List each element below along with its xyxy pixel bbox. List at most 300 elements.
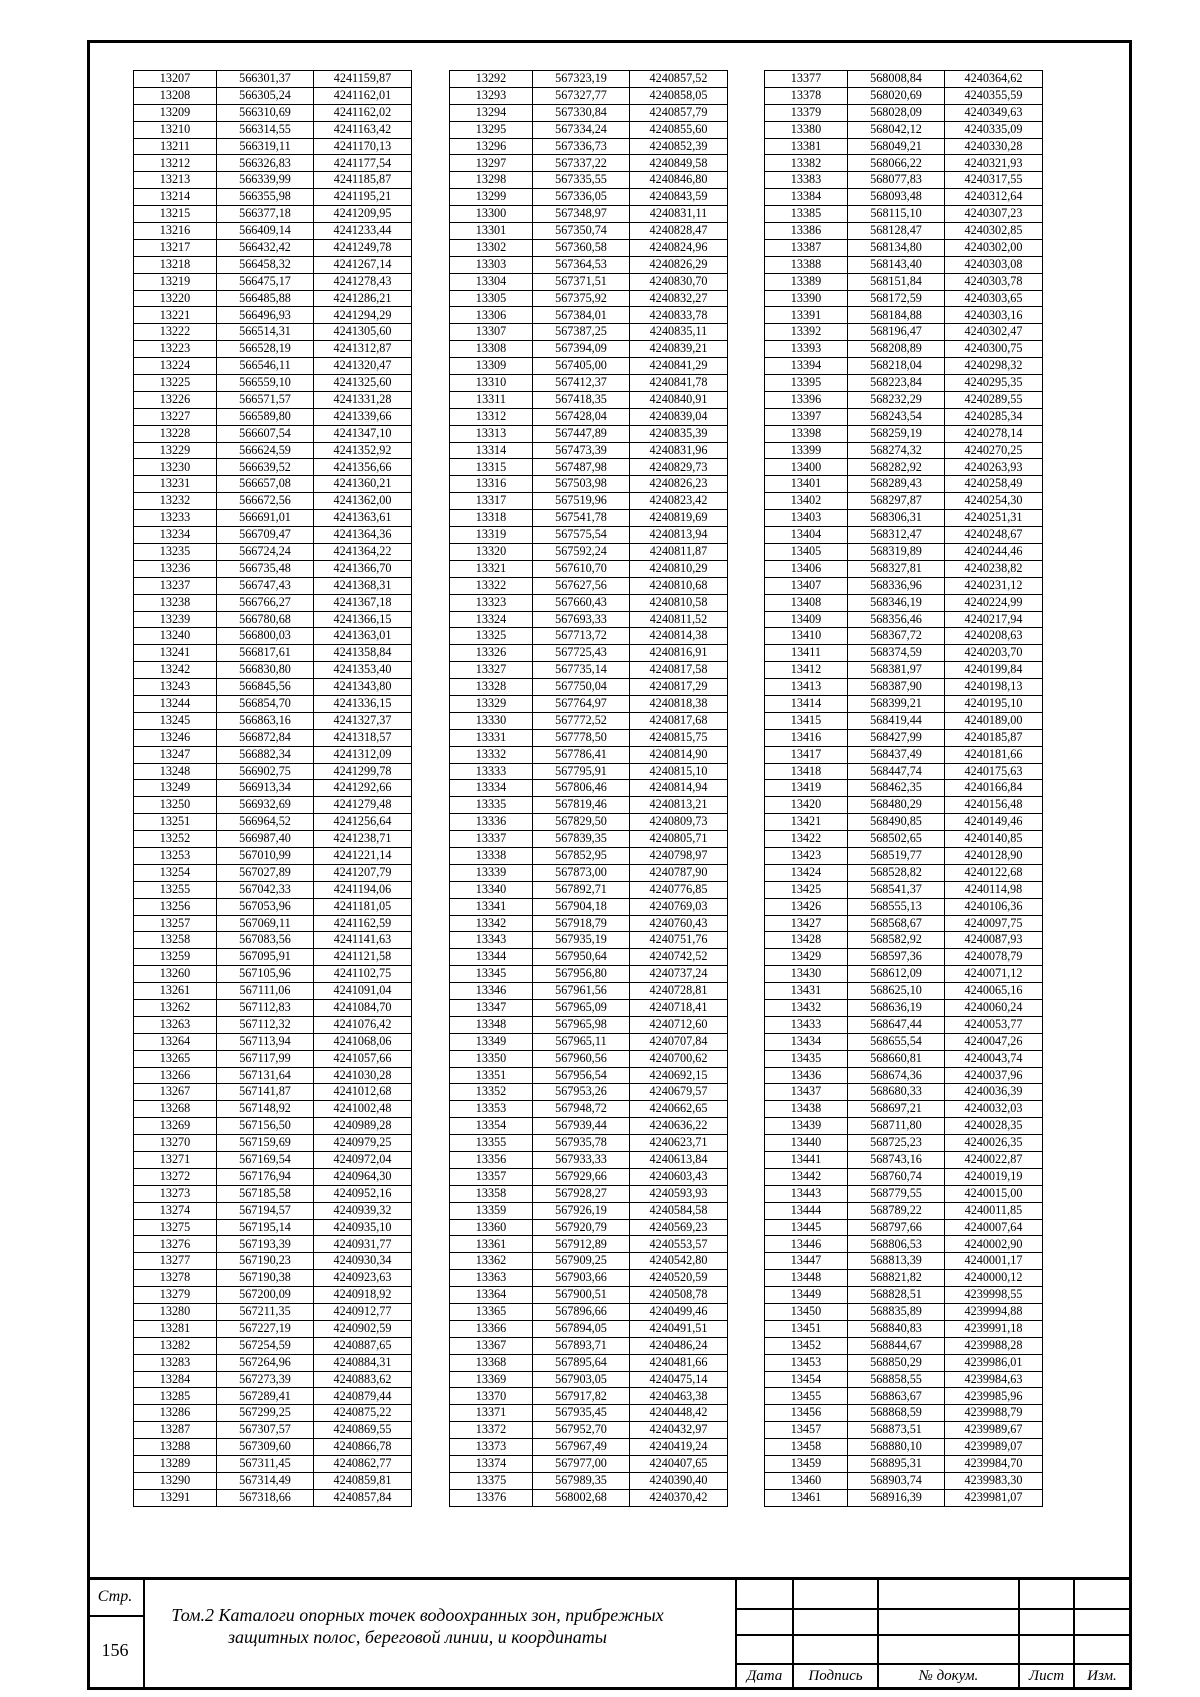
x-coordinate-cell: 567920,79 — [533, 1219, 630, 1236]
point-number-cell: 13390 — [765, 290, 848, 307]
point-number-cell: 13227 — [134, 408, 217, 425]
y-coordinate-cell: 4241030,28 — [314, 1067, 412, 1084]
table-row — [765, 594, 1043, 611]
point-number-cell: 13340 — [450, 881, 533, 898]
x-coordinate-cell: 567900,51 — [533, 1287, 630, 1304]
y-coordinate-cell: 4241181,05 — [314, 898, 412, 915]
table-row — [134, 527, 412, 544]
table-row — [765, 375, 1043, 392]
x-coordinate-cell: 566845,56 — [217, 679, 314, 696]
table-row — [134, 1253, 412, 1270]
y-coordinate-cell: 4239991,18 — [945, 1320, 1043, 1337]
table-row — [134, 358, 412, 375]
y-coordinate-cell: 4240053,77 — [945, 1016, 1043, 1033]
x-coordinate-cell: 567935,19 — [533, 932, 630, 949]
x-coordinate-cell: 567111,06 — [217, 983, 314, 1000]
point-number-cell: 13430 — [765, 966, 848, 983]
point-number-cell: 13320 — [450, 543, 533, 560]
y-coordinate-cell: 4240302,00 — [945, 239, 1043, 256]
point-number-cell: 13436 — [765, 1067, 848, 1084]
table-row — [134, 1050, 412, 1067]
table-row — [450, 1219, 728, 1236]
y-coordinate-cell: 4240028,35 — [945, 1118, 1043, 1135]
x-coordinate-cell: 568437,49 — [848, 746, 945, 763]
y-coordinate-cell: 4240787,90 — [630, 864, 728, 881]
y-coordinate-cell: 4240122,68 — [945, 864, 1043, 881]
x-coordinate-cell: 567829,50 — [533, 814, 630, 831]
x-coordinate-cell: 568399,21 — [848, 695, 945, 712]
x-coordinate-cell: 567148,92 — [217, 1101, 314, 1118]
point-number-cell: 13337 — [450, 831, 533, 848]
point-number-cell: 13210 — [134, 121, 217, 138]
table-row — [134, 239, 412, 256]
y-coordinate-cell: 4240817,68 — [630, 712, 728, 729]
point-number-cell: 13223 — [134, 341, 217, 358]
table-row — [765, 1337, 1043, 1354]
table-row — [765, 71, 1043, 88]
x-coordinate-cell: 567772,52 — [533, 712, 630, 729]
table-row — [765, 341, 1043, 358]
table-row — [134, 1033, 412, 1050]
table-row — [134, 847, 412, 864]
point-number-cell: 13296 — [450, 138, 533, 155]
table-row — [765, 645, 1043, 662]
table-row — [765, 527, 1043, 544]
point-number-cell: 13377 — [765, 71, 848, 88]
x-coordinate-cell: 568480,29 — [848, 797, 945, 814]
point-number-cell: 13270 — [134, 1135, 217, 1152]
table-row — [765, 442, 1043, 459]
y-coordinate-cell: 4240636,22 — [630, 1118, 728, 1135]
table-row — [450, 1354, 728, 1371]
y-coordinate-cell: 4241267,14 — [314, 256, 412, 273]
y-coordinate-cell: 4240203,70 — [945, 645, 1043, 662]
y-coordinate-cell: 4240843,59 — [630, 189, 728, 206]
table-row — [765, 1270, 1043, 1287]
point-number-cell: 13381 — [765, 138, 848, 155]
x-coordinate-cell: 568367,72 — [848, 628, 945, 645]
x-coordinate-cell: 566319,11 — [217, 138, 314, 155]
x-coordinate-cell: 566780,68 — [217, 611, 314, 628]
point-number-cell: 13233 — [134, 510, 217, 527]
y-coordinate-cell: 4241366,70 — [314, 560, 412, 577]
x-coordinate-cell: 567903,66 — [533, 1270, 630, 1287]
point-number-cell: 13431 — [765, 983, 848, 1000]
y-coordinate-cell: 4240603,43 — [630, 1168, 728, 1185]
y-coordinate-cell: 4241347,10 — [314, 425, 412, 442]
x-coordinate-cell: 567336,73 — [533, 138, 630, 155]
table-row — [450, 459, 728, 476]
y-coordinate-cell: 4240862,77 — [314, 1456, 412, 1473]
y-coordinate-cell: 4240817,29 — [630, 679, 728, 696]
x-coordinate-cell: 567917,82 — [533, 1388, 630, 1405]
point-number-cell: 13215 — [134, 206, 217, 223]
x-coordinate-cell: 566987,40 — [217, 831, 314, 848]
table-row — [765, 1489, 1043, 1506]
y-coordinate-cell: 4240805,71 — [630, 831, 728, 848]
x-coordinate-cell: 568863,67 — [848, 1388, 945, 1405]
point-number-cell: 13231 — [134, 476, 217, 493]
table-row — [134, 1185, 412, 1202]
x-coordinate-cell: 566432,42 — [217, 239, 314, 256]
table-row — [134, 1371, 412, 1388]
table-row — [134, 1168, 412, 1185]
point-number-cell: 13243 — [134, 679, 217, 696]
table-row — [450, 645, 728, 662]
point-number-cell: 13456 — [765, 1405, 848, 1422]
point-number-cell: 13251 — [134, 814, 217, 831]
title-block — [87, 1577, 1132, 1690]
x-coordinate-cell: 566800,03 — [217, 628, 314, 645]
x-coordinate-cell: 567309,60 — [217, 1439, 314, 1456]
x-coordinate-cell: 568172,59 — [848, 290, 945, 307]
table-row — [765, 797, 1043, 814]
y-coordinate-cell: 4241170,13 — [314, 138, 412, 155]
x-coordinate-cell: 567330,84 — [533, 104, 630, 121]
y-coordinate-cell: 4240303,16 — [945, 307, 1043, 324]
y-coordinate-cell: 4240707,84 — [630, 1033, 728, 1050]
point-number-cell: 13404 — [765, 527, 848, 544]
point-number-cell: 13360 — [450, 1219, 533, 1236]
x-coordinate-cell: 566409,14 — [217, 223, 314, 240]
y-coordinate-cell: 4240087,93 — [945, 932, 1043, 949]
y-coordinate-cell: 4240700,62 — [630, 1050, 728, 1067]
x-coordinate-cell: 567965,11 — [533, 1033, 630, 1050]
y-coordinate-cell: 4240185,87 — [945, 729, 1043, 746]
y-coordinate-cell: 4240742,52 — [630, 949, 728, 966]
table-row — [134, 679, 412, 696]
x-coordinate-cell: 567693,33 — [533, 611, 630, 628]
table-row — [765, 712, 1043, 729]
coordinates-table-right — [764, 70, 1043, 1507]
x-coordinate-cell: 566913,34 — [217, 780, 314, 797]
y-coordinate-cell: 4240128,90 — [945, 847, 1043, 864]
x-coordinate-cell: 567375,92 — [533, 290, 630, 307]
x-coordinate-cell: 567487,98 — [533, 459, 630, 476]
point-number-cell: 13295 — [450, 121, 533, 138]
point-number-cell: 13384 — [765, 189, 848, 206]
table-row — [134, 1354, 412, 1371]
point-number-cell: 13369 — [450, 1371, 533, 1388]
y-coordinate-cell: 4240875,22 — [314, 1405, 412, 1422]
y-coordinate-cell: 4241353,40 — [314, 662, 412, 679]
y-coordinate-cell: 4240623,71 — [630, 1135, 728, 1152]
y-coordinate-cell: 4240149,46 — [945, 814, 1043, 831]
point-number-cell: 13303 — [450, 256, 533, 273]
point-number-cell: 13264 — [134, 1033, 217, 1050]
y-coordinate-cell: 4240815,75 — [630, 729, 728, 746]
table-row — [765, 273, 1043, 290]
table-row — [765, 1371, 1043, 1388]
y-coordinate-cell: 4240140,85 — [945, 831, 1043, 848]
y-coordinate-cell: 4240248,67 — [945, 527, 1043, 544]
point-number-cell: 13362 — [450, 1253, 533, 1270]
table-row — [134, 121, 412, 138]
table-row — [134, 104, 412, 121]
table-row — [765, 1168, 1043, 1185]
y-coordinate-cell: 4240486,24 — [630, 1337, 728, 1354]
point-number-cell: 13331 — [450, 729, 533, 746]
x-coordinate-cell: 567211,35 — [217, 1304, 314, 1321]
y-coordinate-cell: 4240857,79 — [630, 104, 728, 121]
x-coordinate-cell: 567894,05 — [533, 1320, 630, 1337]
point-number-cell: 13273 — [134, 1185, 217, 1202]
table-row — [134, 999, 412, 1016]
table-row — [134, 324, 412, 341]
point-number-cell: 13238 — [134, 594, 217, 611]
y-coordinate-cell: 4241363,01 — [314, 628, 412, 645]
table-row — [134, 1304, 412, 1321]
x-coordinate-cell: 567893,71 — [533, 1337, 630, 1354]
y-coordinate-cell: 4239989,67 — [945, 1422, 1043, 1439]
y-coordinate-cell: 4239998,55 — [945, 1287, 1043, 1304]
table-row — [134, 662, 412, 679]
y-coordinate-cell: 4240302,85 — [945, 223, 1043, 240]
point-number-cell: 13309 — [450, 358, 533, 375]
x-coordinate-cell: 568218,04 — [848, 358, 945, 375]
y-coordinate-cell: 4240829,73 — [630, 459, 728, 476]
table-row — [450, 1253, 728, 1270]
y-coordinate-cell: 4240712,60 — [630, 1016, 728, 1033]
point-number-cell: 13268 — [134, 1101, 217, 1118]
table-row — [765, 577, 1043, 594]
y-coordinate-cell: 4241091,04 — [314, 983, 412, 1000]
y-coordinate-cell: 4241163,42 — [314, 121, 412, 138]
x-coordinate-cell: 567159,69 — [217, 1135, 314, 1152]
x-coordinate-cell: 566496,93 — [217, 307, 314, 324]
point-number-cell: 13319 — [450, 527, 533, 544]
point-number-cell: 13249 — [134, 780, 217, 797]
y-coordinate-cell: 4240036,39 — [945, 1084, 1043, 1101]
point-number-cell: 13242 — [134, 662, 217, 679]
y-coordinate-cell: 4240238,82 — [945, 560, 1043, 577]
x-coordinate-cell: 568042,12 — [848, 121, 945, 138]
point-number-cell: 13402 — [765, 493, 848, 510]
x-coordinate-cell: 567660,43 — [533, 594, 630, 611]
point-number-cell: 13424 — [765, 864, 848, 881]
x-coordinate-cell: 567010,99 — [217, 847, 314, 864]
point-number-cell: 13334 — [450, 780, 533, 797]
x-coordinate-cell: 566571,57 — [217, 391, 314, 408]
table-row — [450, 831, 728, 848]
y-coordinate-cell: 4240879,44 — [314, 1388, 412, 1405]
y-coordinate-cell: 4241362,00 — [314, 493, 412, 510]
table-row — [450, 71, 728, 88]
point-number-cell: 13372 — [450, 1422, 533, 1439]
y-coordinate-cell: 4240114,98 — [945, 881, 1043, 898]
point-number-cell: 13271 — [134, 1152, 217, 1169]
x-coordinate-cell: 567384,01 — [533, 307, 630, 324]
table-row — [765, 1456, 1043, 1473]
point-number-cell: 13363 — [450, 1270, 533, 1287]
point-number-cell: 13415 — [765, 712, 848, 729]
point-number-cell: 13260 — [134, 966, 217, 983]
table-row — [450, 442, 728, 459]
x-coordinate-cell: 568282,92 — [848, 459, 945, 476]
x-coordinate-cell: 567839,35 — [533, 831, 630, 848]
table-row — [765, 1439, 1043, 1456]
y-coordinate-cell: 4240760,43 — [630, 915, 728, 932]
y-coordinate-cell: 4240912,77 — [314, 1304, 412, 1321]
x-coordinate-cell: 567935,78 — [533, 1135, 630, 1152]
x-coordinate-cell: 568077,83 — [848, 172, 945, 189]
x-coordinate-cell: 567965,09 — [533, 999, 630, 1016]
table-row — [134, 898, 412, 915]
table-row — [450, 814, 728, 831]
table-row — [134, 932, 412, 949]
table-row — [134, 594, 412, 611]
table-row — [765, 1304, 1043, 1321]
point-number-cell: 13281 — [134, 1320, 217, 1337]
y-coordinate-cell: 4241233,44 — [314, 223, 412, 240]
x-coordinate-cell: 568319,89 — [848, 543, 945, 560]
point-number-cell: 13301 — [450, 223, 533, 240]
point-number-cell: 13328 — [450, 679, 533, 696]
table-row — [450, 560, 728, 577]
x-coordinate-cell: 568840,83 — [848, 1320, 945, 1337]
x-coordinate-cell: 567190,38 — [217, 1270, 314, 1287]
point-number-cell: 13373 — [450, 1439, 533, 1456]
y-coordinate-cell: 4240263,93 — [945, 459, 1043, 476]
point-number-cell: 13286 — [134, 1405, 217, 1422]
table-row — [134, 628, 412, 645]
point-number-cell: 13263 — [134, 1016, 217, 1033]
table-row — [765, 459, 1043, 476]
sheet-label: Лист — [1028, 1668, 1065, 1684]
x-coordinate-cell: 567592,24 — [533, 543, 630, 560]
y-coordinate-cell: 4240819,69 — [630, 510, 728, 527]
y-coordinate-cell: 4240499,46 — [630, 1304, 728, 1321]
x-coordinate-cell: 567519,96 — [533, 493, 630, 510]
table-row — [450, 172, 728, 189]
x-coordinate-cell: 568868,59 — [848, 1405, 945, 1422]
point-number-cell: 13392 — [765, 324, 848, 341]
point-number-cell: 13329 — [450, 695, 533, 712]
point-number-cell: 13350 — [450, 1050, 533, 1067]
y-coordinate-cell: 4240481,66 — [630, 1354, 728, 1371]
y-coordinate-cell: 4241012,68 — [314, 1084, 412, 1101]
point-number-cell: 13216 — [134, 223, 217, 240]
point-number-cell: 13261 — [134, 983, 217, 1000]
x-coordinate-cell: 568223,84 — [848, 375, 945, 392]
y-coordinate-cell: 4241320,47 — [314, 358, 412, 375]
x-coordinate-cell: 568093,48 — [848, 189, 945, 206]
y-coordinate-cell: 4240923,63 — [314, 1270, 412, 1287]
point-number-cell: 13355 — [450, 1135, 533, 1152]
table-row — [765, 324, 1043, 341]
y-coordinate-cell: 4241194,06 — [314, 881, 412, 898]
point-number-cell: 13361 — [450, 1236, 533, 1253]
y-coordinate-cell: 4240015,00 — [945, 1185, 1043, 1202]
x-coordinate-cell: 568660,81 — [848, 1050, 945, 1067]
point-number-cell: 13345 — [450, 966, 533, 983]
point-number-cell: 13312 — [450, 408, 533, 425]
table-row — [765, 1067, 1043, 1084]
x-coordinate-cell: 568184,88 — [848, 307, 945, 324]
x-coordinate-cell: 567193,39 — [217, 1236, 314, 1253]
table-row — [765, 814, 1043, 831]
table-row — [134, 223, 412, 240]
y-coordinate-cell: 4240835,11 — [630, 324, 728, 341]
point-number-cell: 13432 — [765, 999, 848, 1016]
table-row — [134, 746, 412, 763]
x-coordinate-cell: 567200,09 — [217, 1287, 314, 1304]
y-coordinate-cell: 4239989,07 — [945, 1439, 1043, 1456]
table-row — [450, 932, 728, 949]
point-number-cell: 13266 — [134, 1067, 217, 1084]
y-coordinate-cell: 4240553,57 — [630, 1236, 728, 1253]
point-number-cell: 13364 — [450, 1287, 533, 1304]
x-coordinate-cell: 567307,57 — [217, 1422, 314, 1439]
table-row — [450, 1202, 728, 1219]
point-number-cell: 13293 — [450, 87, 533, 104]
x-coordinate-cell: 566854,70 — [217, 695, 314, 712]
y-coordinate-cell: 4241352,92 — [314, 442, 412, 459]
point-number-cell: 13352 — [450, 1084, 533, 1101]
x-coordinate-cell: 566546,11 — [217, 358, 314, 375]
table-row — [450, 1236, 728, 1253]
table-row — [450, 881, 728, 898]
x-coordinate-cell: 567795,91 — [533, 763, 630, 780]
y-coordinate-cell: 4240972,04 — [314, 1152, 412, 1169]
x-coordinate-cell: 566932,69 — [217, 797, 314, 814]
y-coordinate-cell: 4240307,23 — [945, 206, 1043, 223]
y-coordinate-cell: 4240432,97 — [630, 1422, 728, 1439]
y-coordinate-cell: 4240813,21 — [630, 797, 728, 814]
y-coordinate-cell: 4240814,94 — [630, 780, 728, 797]
y-coordinate-cell: 4240828,47 — [630, 223, 728, 240]
table-row — [765, 155, 1043, 172]
point-number-cell: 13250 — [134, 797, 217, 814]
table-row — [134, 729, 412, 746]
x-coordinate-cell: 567929,66 — [533, 1168, 630, 1185]
x-coordinate-cell: 567778,50 — [533, 729, 630, 746]
table-row — [765, 763, 1043, 780]
table-row — [134, 831, 412, 848]
point-number-cell: 13445 — [765, 1219, 848, 1236]
x-coordinate-cell: 568387,90 — [848, 679, 945, 696]
x-coordinate-cell: 567806,46 — [533, 780, 630, 797]
x-coordinate-cell: 567311,45 — [217, 1456, 314, 1473]
table-row — [134, 577, 412, 594]
x-coordinate-cell: 568568,67 — [848, 915, 945, 932]
x-coordinate-cell: 566310,69 — [217, 104, 314, 121]
y-coordinate-cell: 4240859,81 — [314, 1472, 412, 1489]
point-number-cell: 13306 — [450, 307, 533, 324]
point-number-cell: 13272 — [134, 1168, 217, 1185]
point-number-cell: 13453 — [765, 1354, 848, 1371]
x-coordinate-cell: 567989,35 — [533, 1472, 630, 1489]
point-number-cell: 13217 — [134, 239, 217, 256]
x-coordinate-cell: 567323,19 — [533, 71, 630, 88]
y-coordinate-cell: 4240939,32 — [314, 1202, 412, 1219]
x-coordinate-cell: 568208,89 — [848, 341, 945, 358]
table-row — [450, 358, 728, 375]
y-coordinate-cell: 4241057,66 — [314, 1050, 412, 1067]
point-number-cell: 13232 — [134, 493, 217, 510]
point-number-cell: 13294 — [450, 104, 533, 121]
table-row — [134, 560, 412, 577]
y-coordinate-cell: 4240751,76 — [630, 932, 728, 949]
point-number-cell: 13366 — [450, 1320, 533, 1337]
point-number-cell: 13407 — [765, 577, 848, 594]
point-number-cell: 13354 — [450, 1118, 533, 1135]
x-coordinate-cell: 568143,40 — [848, 256, 945, 273]
x-coordinate-cell: 568502,65 — [848, 831, 945, 848]
x-coordinate-cell: 567112,83 — [217, 999, 314, 1016]
x-coordinate-cell: 567083,56 — [217, 932, 314, 949]
table-row — [450, 797, 728, 814]
